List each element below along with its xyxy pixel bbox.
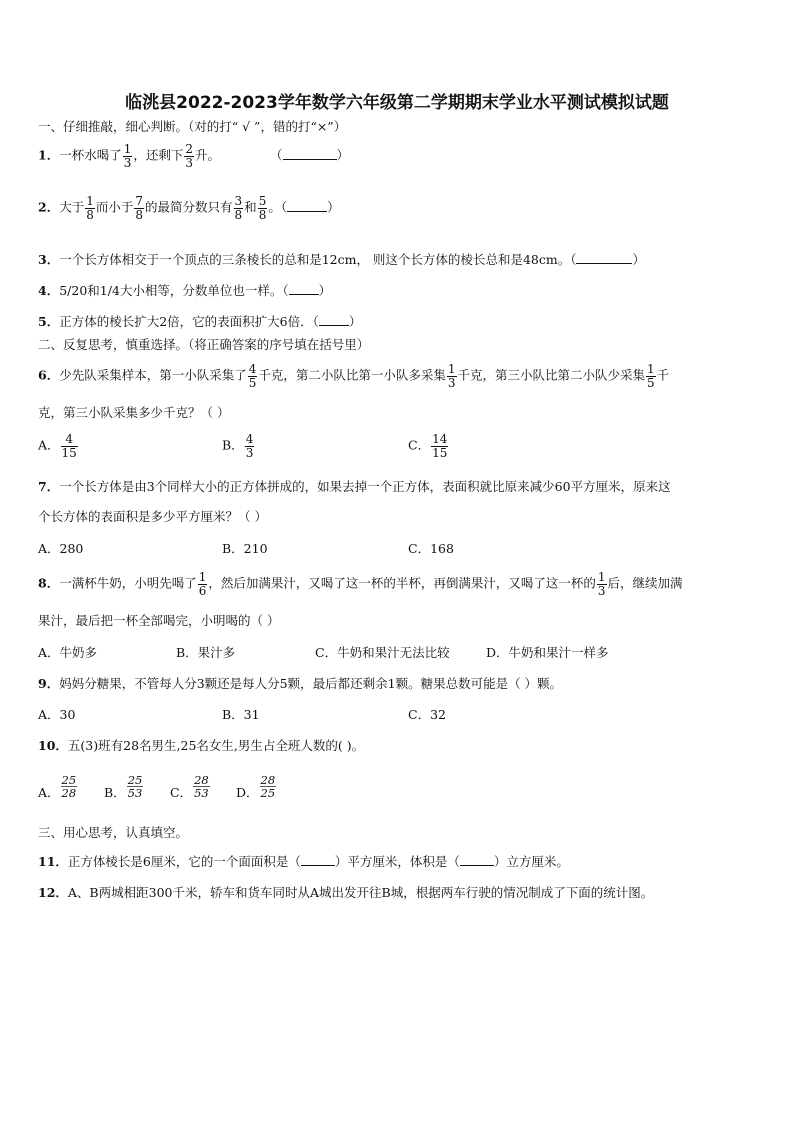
question-10: 10．五(3)班有28名男生,25名女生,男生占全班人数的( )。 [38,738,365,753]
page-title: 临洮县2022-2023学年数学六年级第二学期期末学业水平测试模拟试题 [125,93,669,113]
fraction: $\frac{25}{53}$ [127,773,143,801]
question-11: 11．正方体棱长是6厘米，它的一个面面积是（ ）平方厘米，体积是（ ）立方厘米。 [38,854,569,869]
option-c[interactable]: C． $\frac{14}{15}$ [408,432,448,460]
answer-blank[interactable] [301,854,335,866]
answer-blank[interactable] [319,314,349,326]
option-d[interactable]: D．牛奶和果汁一样多 [486,645,609,660]
option-b[interactable]: B．果汁多 [176,645,236,660]
fraction: $\frac{5}{8}$ [258,194,267,222]
question-12: 12．A、B两城相距300千米，轿车和货车同时从A城出发开往B城，根据两车行驶的情况制成了下面的统计图。 [38,885,654,900]
question-7: 7．一个长方体是由3个同样大小的正方体拼成的，如果去掉一个正方体，表面积就比原来减少60平方厘米，原来这 [38,479,671,494]
question-6-line-2: 克，第三小队采集多少千克？（ ） [38,405,230,420]
option-a[interactable]: A． $\frac{25}{28}$ [38,773,77,801]
option-a[interactable]: A． $\frac{4}{15}$ [38,432,77,460]
question-8-line-2: 果汁，最后把一杯全部喝完，小明喝的（ ） [38,613,280,628]
option-d[interactable]: D． $\frac{28}{25}$ [236,773,276,801]
question-8: 8．一满杯牛奶，小明先喝了 $\frac{1}{6}$ ，然后加满果汁，又喝了这一杯的半杯，再倒满果汁，又喝了这一杯的 $\frac{1}{3}$ 后，继续加满 [38,570,683,598]
fraction: $\frac{28}{25}$ [260,773,276,801]
section-2-heading: 二、反复思考，慎重选择。（将正确答案的序号填在括号里） [38,337,370,352]
answer-blank[interactable] [460,854,494,866]
fraction: $\frac{2}{3}$ [185,142,194,170]
fraction: $\frac{1}{3}$ [597,570,606,598]
fraction: $\frac{14}{15}$ [432,432,448,460]
fraction: $\frac{4}{15}$ [61,432,77,460]
option-b[interactable]: B． $\frac{4}{3}$ [222,432,254,460]
fraction: $\frac{1}{5}$ [647,362,655,390]
fraction: $\frac{3}{8}$ [234,194,243,222]
answer-blank[interactable] [283,148,337,160]
question-3: 3．一个长方体相交于一个顶点的三条棱长的总和是12cm， 则这个长方体的棱长总和是48cm。（ ） [38,252,645,267]
question-6: 6．少先队采集样本，第一小队采集了 $\frac{4}{5}$ 千克，第二小队比第一小队多采集 $\frac{1}{3}$ 千克，第三小队比第二小队少采集 $\frac{1}{5}$ 千 [38,362,670,390]
option-a[interactable]: A．牛奶多 [38,645,98,660]
question-7-line-2: 个长方体的表面积是多少平方厘米？（ ） [38,509,267,524]
question-9: 9．妈妈分糖果，不管每人分3颗还是每人分5颗，最后都还剩余1颗。糖果总数可能是（ ）颗。 [38,676,563,691]
option-c[interactable]: C．32 [408,707,446,722]
option-b[interactable]: B．31 [222,707,260,722]
fraction: $\frac{4}{5}$ [248,362,257,390]
option-c[interactable]: C． $\frac{28}{53}$ [170,773,209,801]
option-c[interactable]: C．牛奶和果汁无法比较 [315,645,450,660]
answer-blank[interactable] [287,200,327,212]
option-a[interactable]: A．30 [38,707,76,722]
option-b[interactable]: B． $\frac{25}{53}$ [104,773,143,801]
option-a[interactable]: A．280 [38,541,84,556]
answer-blank[interactable] [289,283,319,295]
answer-blank[interactable] [576,252,632,264]
fraction: $\frac{1}{3}$ [123,142,132,170]
option-b[interactable]: B．210 [222,541,268,556]
section-3-heading: 三、用心思考，认真填空。 [38,825,189,840]
fraction: $\frac{4}{3}$ [245,432,254,460]
section-1-heading: 一、仔细推敲，细心判断。（对的打“ √ ”，错的打“×”） [38,119,347,134]
fraction: $\frac{7}{8}$ [135,194,144,222]
question-2: 2．大于 $\frac{1}{8}$ 而小于 $\frac{7}{8}$ 的最简分数只有 $\frac{3}{8}$ 和 $\frac{5}{8}$ 。（ ） [38,194,340,222]
fraction: $\frac{28}{53}$ [194,773,209,801]
question-4: 4．5/20和1/4大小相等，分数单位也一样。（ ） [38,283,332,298]
fraction: $\frac{1}{3}$ [447,362,456,390]
question-1: 1．一杯水喝了 $\frac{1}{3}$ ，还剩下 $\frac{2}{3}$ 升。 （ ） [38,142,350,170]
fraction: $\frac{1}{8}$ [86,194,94,222]
question-5: 5．正方体的棱长扩大2倍，它的表面积扩大6倍．（ ） [38,314,362,329]
fraction: $\frac{1}{6}$ [198,570,207,598]
fraction: $\frac{25}{28}$ [61,773,77,801]
option-c[interactable]: C．168 [408,541,454,556]
